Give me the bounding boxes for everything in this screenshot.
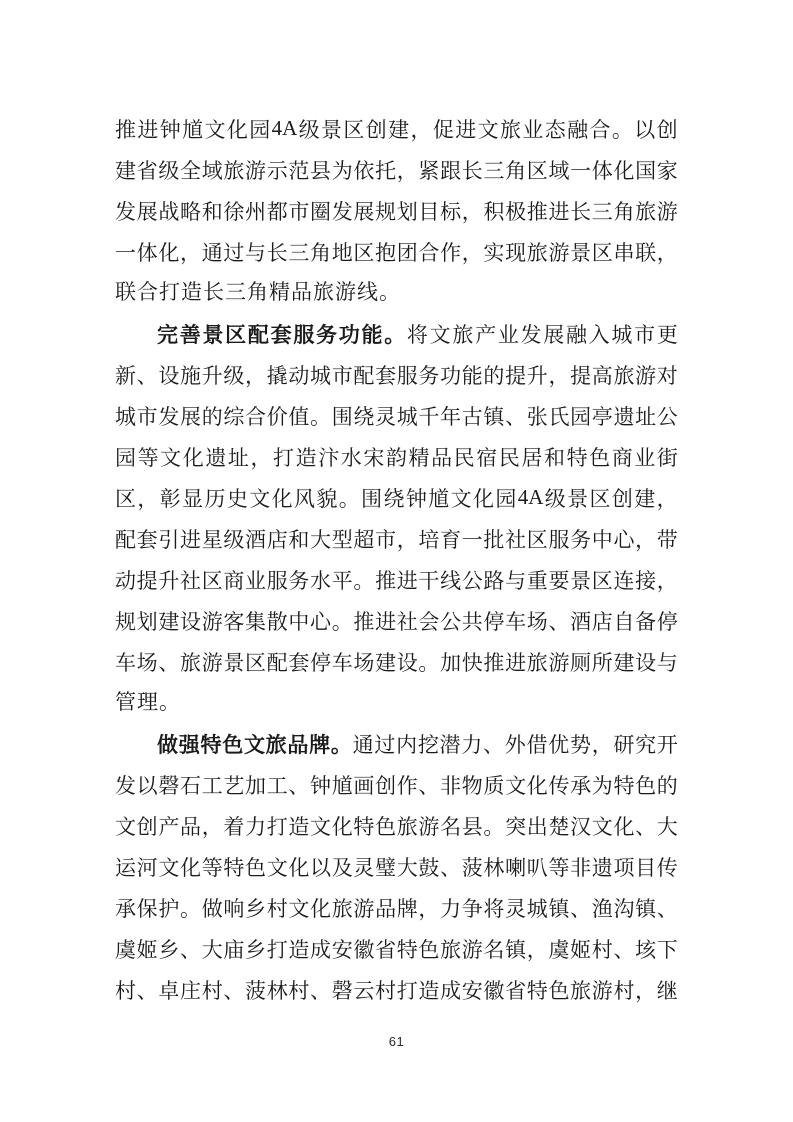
text-line: 推 进 钟 馗 文 化 园 4A 级 景 区 创 建 ， 促 进 文 旅 业 态 融 合 。 以 创	[115, 116, 678, 142]
document-body	[115, 108, 678, 1010]
text-line: 完 善 景 区 配 套 服 务 功 能 。 将 文 旅 产 业 发 展 融 入 城 市 更	[157, 322, 678, 347]
text-line: 运 河 文 化 等 特 色 文 化 以 及 灵 璧 大 鼓 、 菠 林 喇 叭 等 非 遗 项 目 传	[115, 855, 678, 880]
text-line: 发 以 磬 石 工 艺 加 工 、 钟 馗 画 创 作 、 非 物 质 文 化 传 承 为 特 色 的	[115, 773, 678, 798]
text-line: 车 场 、 旅 游 景 区 配 套 停 车 场 建 设 。 加 快 推 进 旅 游 厕 所 建 设 与	[115, 650, 678, 675]
paragraph	[115, 108, 678, 313]
text-line: 新 、 设 施 升 级 ， 撬 动 城 市 配 套 服 务 功 能 的 提 升 ， 提 高 旅 游 对	[115, 363, 678, 388]
text-line: 城 市 发 展 的 综 合 价 值 。 围 绕 灵 城 千 年 古 镇 、 张 氏 园 亭 遗 址 公	[115, 404, 678, 429]
text-line: 文 创 产 品 ， 着 力 打 造 文 化 特 色 旅 游 名 县 。 突 出 楚 汉 文 化 、 大	[115, 814, 678, 839]
text-line: 发 展 战 略 和 徐 州 都 市 圈 发 展 规 划 目 标 ， 积 极 推 进 长 三 角 旅 游	[115, 199, 678, 224]
paragraph	[115, 313, 678, 723]
text-line: 建 省 级 全 域 旅 游 示 范 县 为 依 托 ， 紧 跟 长 三 角 区 域 一 体 化 国 家	[115, 158, 678, 183]
paragraph	[115, 723, 678, 1010]
text-line: 区 ， 彰 显 历 史 文 化 风 貌 。 围 绕 钟 馗 文 化 园 4A 级 景 区 创 建 ，	[115, 485, 678, 511]
text-line: 一 体 化 ， 通 过 与 长 三 角 地 区 抱 团 合 作 ， 实 现 旅 游 景 区 串 联 ，	[115, 240, 678, 265]
text-line: 承 保 护 。 做 响 乡 村 文 化 旅 游 品 牌 ， 力 争 将 灵 城 镇 、 渔 沟 镇 、	[115, 896, 678, 921]
text-line: 联合打造长三角精品旅游线。	[115, 280, 401, 304]
text-line: 村 、 卓 庄 村 、 菠 林 村 、 磬 云 村 打 造 成 安 徽 省 特 色 旅 游 村 ， 继	[115, 978, 678, 1003]
text-line: 规 划 建 设 游 客 集 散 中 心 。 推 进 社 会 公 共 停 车 场 、 酒 店 自 备 停	[115, 609, 678, 634]
text-line: 管理。	[115, 690, 181, 714]
text-line: 虞 姬 乡 、 大 庙 乡 打 造 成 安 徽 省 特 色 旅 游 名 镇 ， 虞 姬 村 、 垓 下	[115, 937, 678, 962]
text-line: 做 强 特 色 文 旅 品 牌 。 通 过 内 挖 潜 力 、 外 借 优 势 ， 研 究 开	[157, 732, 678, 757]
text-line: 配 套 引 进 星 级 酒 店 和 大 型 超 市 ， 培 育 一 批 社 区 服 务 中 心 ， 带	[115, 527, 678, 552]
page-number: 61	[388, 1034, 405, 1049]
text-line: 园 等 文 化 遗 址 ， 打 造 汴 水 宋 韵 精 品 民 宿 民 居 和 特 色 商 业 街	[115, 445, 678, 470]
text-line: 动 提 升 社 区 商 业 服 务 水 平 。 推 进 干 线 公 路 与 重 要 景 区 连 接 ，	[115, 568, 678, 593]
